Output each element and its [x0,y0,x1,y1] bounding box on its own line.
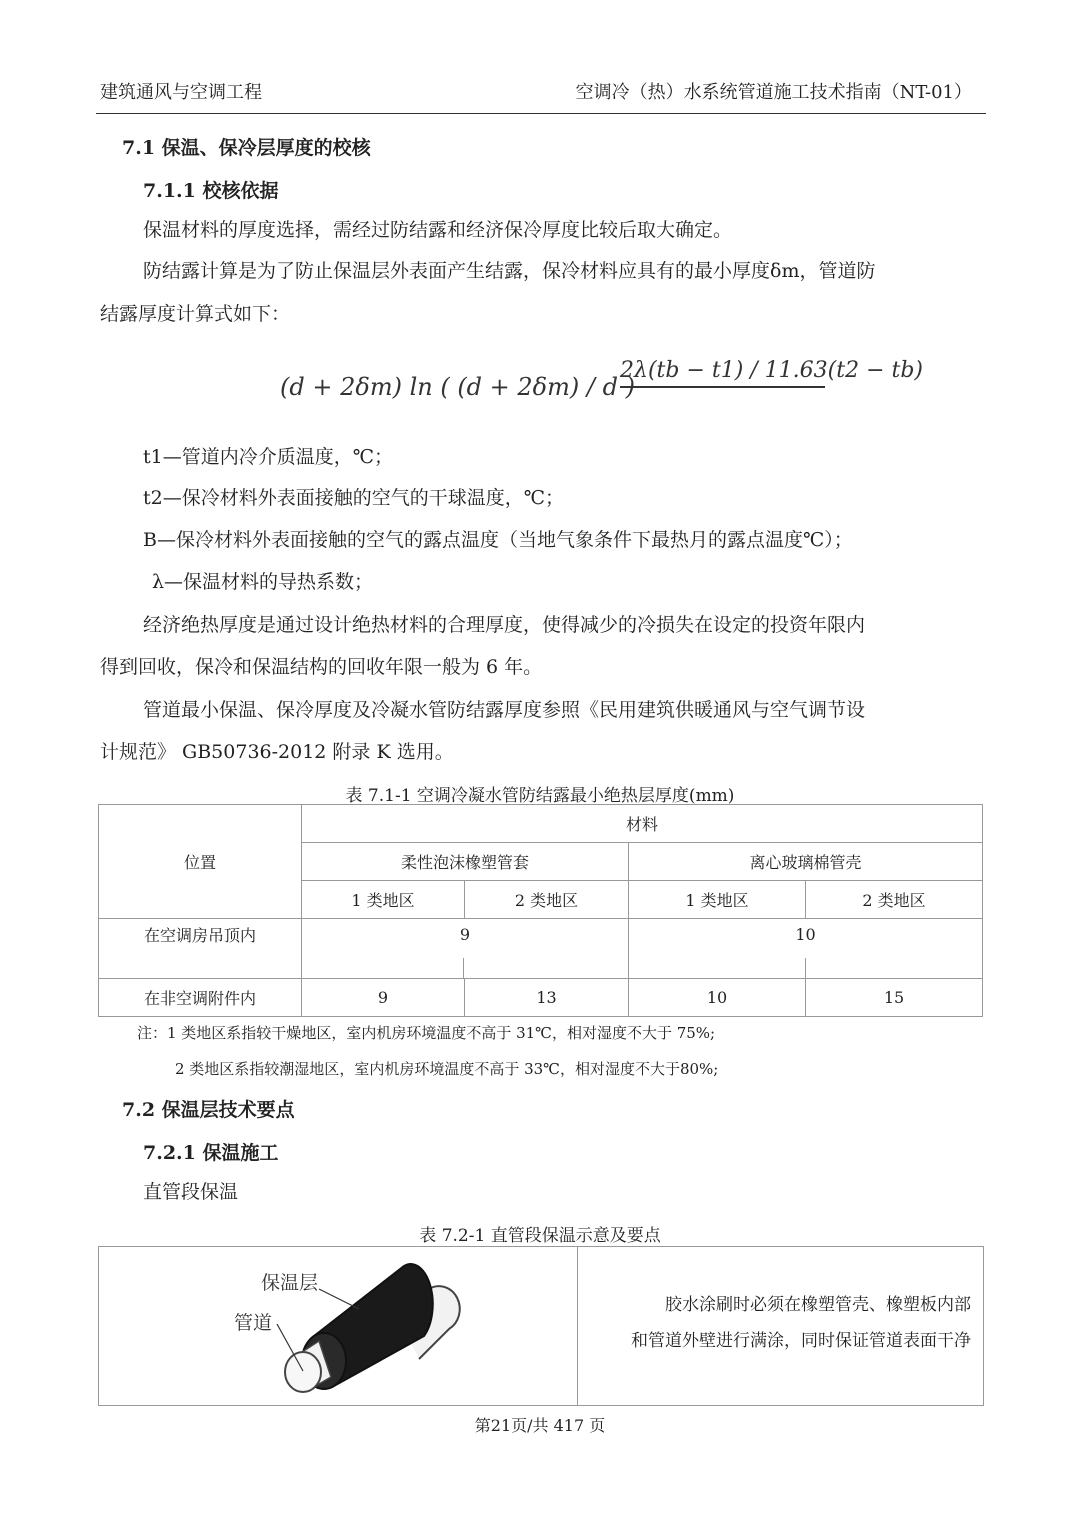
header-right: 空调冷（热）水系统管道施工技术指南（NT-01） [575,82,972,103]
tick-mark [805,958,806,978]
th-material-glasswool: 离心玻璃棉管壳 [629,843,983,881]
paragraph-3a: 经济绝热厚度是通过设计绝热材料的合理厚度，使得减少的冷损失在设定的投资年限内 [143,614,866,636]
table1-caption: 表 7.1-1 空调冷凝水管防结露最小绝热层厚度(mm) [345,786,735,806]
table2-text-line-1: 胶水涂刷时必须在橡塑管壳、橡塑板内部 [665,1295,971,1315]
row2-zone1-glasswool: 10 [629,979,806,1017]
tick-mark [463,958,464,978]
insulated-pipe-illustration [219,1259,559,1399]
note-1: 注：1 类地区系指较干燥地区，室内机房环境温度不高于 31℃，相对湿度不大于 75%; [137,1024,716,1042]
section-7-1-1-title: 7.1.1 校核依据 [143,180,279,202]
table-7-2-1 [98,1246,984,1406]
row1-glasswool-value: 10 [629,919,983,979]
th-zone2-glasswool: 2 类地区 [806,881,983,919]
row2-zone1-rubber: 9 [302,979,465,1017]
header-left: 建筑通风与空调工程 [100,82,262,103]
table-7-1-1 [98,804,983,1017]
page-footer: 第21页/共 417 页 [474,1416,606,1435]
th-material: 材料 [302,805,983,843]
note-2: 2 类地区系指较潮湿地区，室内机房环境温度不高于 33℃，相对湿度不大于80%; [175,1060,719,1078]
formula-rhs: 2λ(tb − t1) / 11.63(t2 − tb) [620,358,924,383]
th-zone1-rubber: 1 类地区 [302,881,465,919]
section-7-1-title: 7.1 保温、保冷层厚度的校核 [122,137,371,159]
th-zone2-rubber: 2 类地区 [465,881,629,919]
table2-caption: 表 7.2-1 直管段保温示意及要点 [419,1226,661,1246]
table2-column-divider [577,1247,578,1405]
def-b: B—保冷材料外表面接触的空气的露点温度（当地气象条件下最热月的露点温度℃）； [143,529,853,551]
paragraph-straight-pipe: 直管段保温 [143,1181,239,1203]
row2-label: 在非空调附件内 [99,979,302,1017]
section-7-2-1-title: 7.2.1 保温施工 [143,1142,279,1164]
section-7-2-title: 7.2 保温层技术要点 [122,1099,295,1121]
paragraph-4b: 计规范》 GB50736-2012 附录 K 选用。 [100,741,454,763]
th-position: 位置 [99,805,302,919]
row1-label: 在空调房吊顶内 [99,919,302,979]
th-zone1-glasswool: 1 类地区 [629,881,806,919]
paragraph-3b: 得到回收，保冷和保温结构的回收年限一般为 6 年。 [100,656,543,678]
th-material-rubber: 柔性泡沫橡塑管套 [302,843,629,881]
table2-key-points [591,1287,971,1359]
label-insulation-layer: 保温层 [261,1272,319,1294]
table2-text-line-2: 和管道外壁进行满涂，同时保证管道表面干净 [631,1331,971,1351]
paragraph-4a: 管道最小保温、保冷厚度及冷凝水管防结露厚度参照《民用建筑供暖通风与空气调节设 [143,699,866,721]
row1-rubber-value: 9 [302,919,629,979]
header-divider [96,113,986,114]
row2-zone2-rubber: 13 [465,979,629,1017]
def-t2: t2—保冷材料外表面接触的空气的干球温度，℃； [143,487,564,509]
formula-lhs: (d + 2δm) ln ( (d + 2δm) / d ) [280,373,635,401]
row2-zone2-glasswool: 15 [806,979,983,1017]
label-pipe: 管道 [234,1312,273,1334]
def-lambda: λ—保温材料的导热系数； [152,571,374,593]
def-t1: t1—管道内冷介质温度，℃； [143,446,393,468]
dew-formula [280,345,924,425]
paragraph-2b: 结露厚度计算式如下： [100,303,291,325]
paragraph-1: 保温材料的厚度选择，需经过防结露和经济保冷厚度比较后取大确定。 [143,219,733,241]
paragraph-2a: 防结露计算是为了防止保温层外表面产生结露，保冷材料应具有的最小厚度δm，管道防 [143,260,876,282]
